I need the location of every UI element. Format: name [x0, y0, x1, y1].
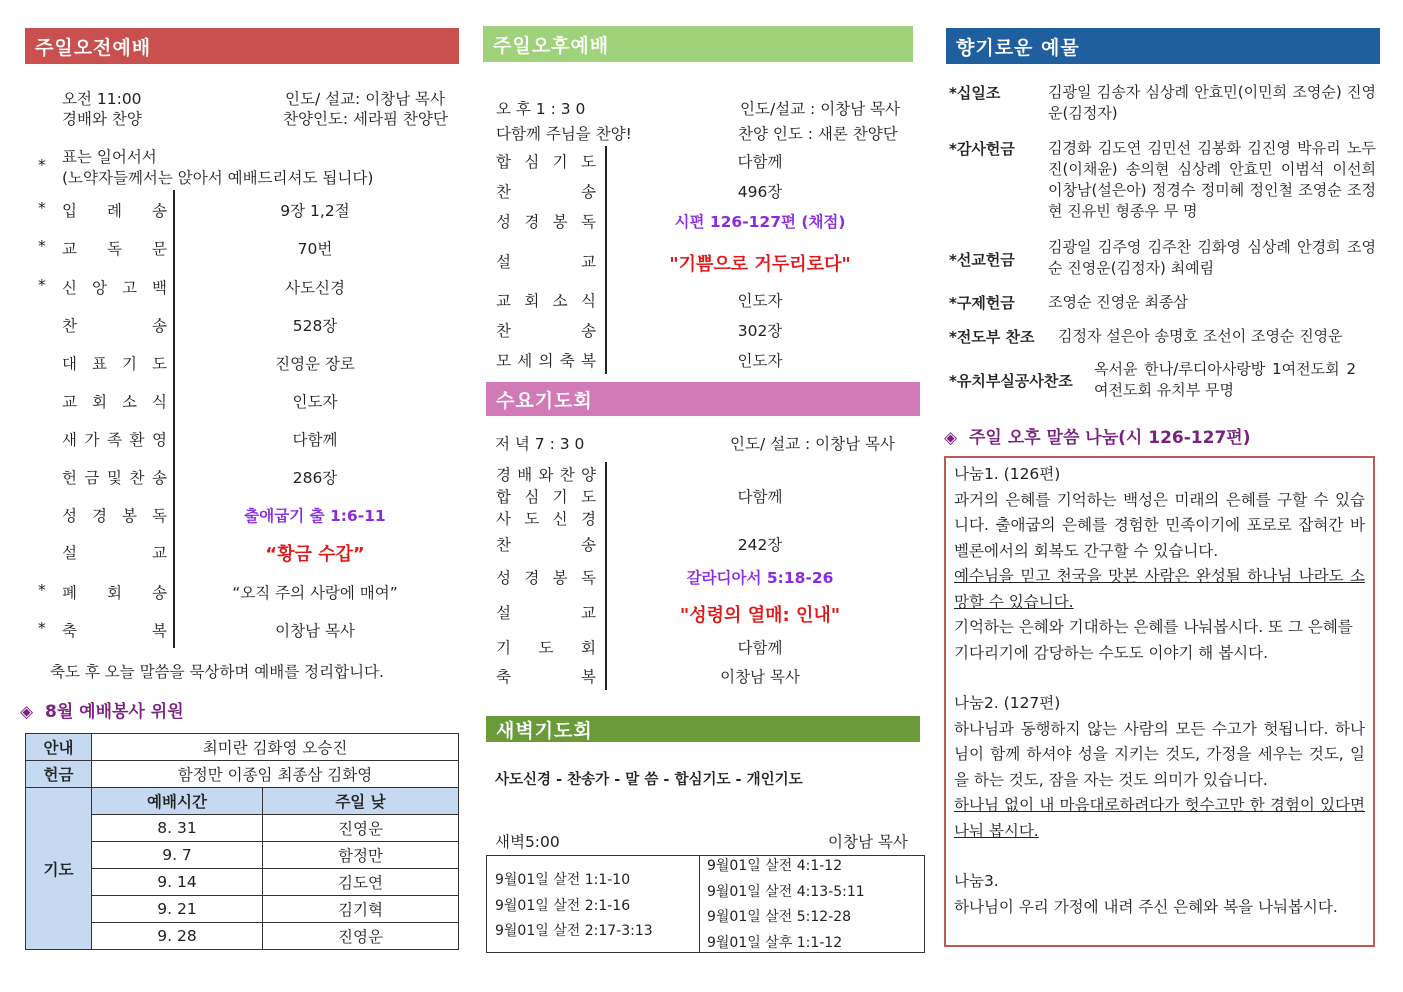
- order-label: 기 도 회: [496, 639, 596, 657]
- order-value: 528장: [292, 317, 338, 335]
- dawn-left-list: [495, 868, 653, 945]
- order-value: 496장: [737, 183, 783, 201]
- order-label: 헌 금 및 찬 송: [62, 469, 167, 487]
- offering-names: 조영순 진영운 최종삼: [1048, 293, 1188, 311]
- afternoon-leader: 인도/설교 : 이창남 목사: [740, 100, 900, 118]
- morning-praise-leader: 찬양인도: 세라핌 찬양단: [283, 110, 448, 128]
- sharing-p1-head: 나눔1. (126편): [954, 465, 1061, 483]
- dawn-reading: 9월01일 살후 1:1-12: [707, 934, 843, 951]
- order-label: 성 경 봉 독: [496, 569, 596, 587]
- dawn-reading: 9월01일 살전 4:1-12: [707, 858, 843, 874]
- order-label: 성 경 봉 독: [496, 213, 596, 231]
- offering-names: 함정만 이종임 최종삼 김화영: [92, 761, 459, 788]
- morning-note2: (노약자들께서는 앉아서 예배드리셔도 됩니다): [62, 169, 374, 187]
- dawn-reading: 9월01일 살전 5:12-28: [707, 909, 852, 925]
- order-label: 설 교: [496, 604, 596, 622]
- required-star: *: [38, 276, 46, 294]
- required-star: *: [38, 237, 46, 255]
- offerings-header: [946, 28, 1380, 64]
- offering-label: 헌금: [26, 761, 92, 788]
- dawn-order: 사도신경 - 찬송가 - 말 씀 - 합심기도 - 개인기도: [495, 772, 803, 788]
- committee-title: 8월 예배봉사 위원: [45, 702, 184, 722]
- order-label: 폐 회 송: [62, 584, 167, 602]
- order-label: 사 도 신 경: [496, 510, 596, 528]
- sharing-p3-text: 하나님이 우리 가정에 내려 주신 은혜와 복을 나눠봅시다.: [954, 897, 1338, 916]
- offering-label: *전도부 찬조: [949, 328, 1035, 346]
- order-value: 사도신경: [285, 279, 345, 297]
- committee-title-row: [20, 697, 184, 722]
- offering-names: 김광일 김주영 김주찬 김화영 심상례 안경희 조영순 진영운(김정자) 최예림: [1048, 238, 1376, 277]
- order-value: 진영운 장로: [275, 355, 355, 373]
- order-value: 인도자: [292, 393, 338, 411]
- order-label: 입 례 송: [62, 202, 167, 220]
- prayer-label: 기도: [26, 788, 92, 950]
- offerings-title: 향기로운 예물: [956, 36, 1080, 59]
- offering-names: 김정자 설은아 송명호 조선이 조영순 진영운: [1058, 327, 1343, 345]
- offering-label: *감사헌금: [949, 140, 1015, 158]
- order-value: “오직 주의 사랑에 매여”: [232, 584, 398, 602]
- order-label: 찬 송: [496, 536, 596, 554]
- order-value: 다함께: [737, 639, 783, 657]
- order-value: 이창남 목사: [720, 668, 800, 686]
- morning-header: [25, 28, 459, 64]
- wednesday-title: 수요기도회: [496, 389, 593, 412]
- required-star: *: [38, 199, 46, 217]
- guide-label: 안내: [26, 734, 92, 761]
- dawn-reading: 9월01일 살전 4:13-5:11: [707, 883, 865, 900]
- sharing-p2-head: 나눔2. (127편): [954, 694, 1061, 712]
- order-label: 모 세 의 축 복: [496, 352, 596, 370]
- sharing-box: [944, 456, 1375, 947]
- required-star: *: [38, 619, 46, 637]
- prayer-date: 8. 31: [92, 815, 263, 842]
- prayer-name: 진영운: [263, 923, 459, 950]
- offering-names: 김광일 김송자 심상례 안효민(이민희 조영순) 진영운(김정자): [1048, 83, 1376, 122]
- order-label: 합 심 기 도: [496, 153, 596, 171]
- col-time: 예배시간: [92, 788, 263, 815]
- required-star: *: [38, 581, 46, 599]
- wednesday-divider: [605, 462, 607, 690]
- prayer-date: 9. 14: [92, 869, 263, 896]
- diamond-icon: ◈: [20, 702, 34, 722]
- morning-title: 주일오전예배: [35, 36, 152, 59]
- order-label: 찬 송: [496, 322, 596, 340]
- dawn-reading: 9월01일 살전 2:17-3:13: [495, 923, 653, 939]
- morning-closing: 축도 후 오늘 말씀을 묵상하며 예배를 정리합니다.: [50, 663, 384, 681]
- afternoon-time: 오 후 1 : 3 0: [496, 100, 586, 118]
- order-label: 대 표 기 도: [62, 355, 167, 373]
- wednesday-leader: 인도/ 설교 : 이창남 목사: [730, 435, 895, 453]
- prayer-name: 김도연: [263, 869, 459, 896]
- order-label: 찬 송: [496, 183, 596, 201]
- morning-sub: 경배와 찬양: [62, 110, 142, 128]
- sharing-p1-text: 과거의 은혜를 기억하는 백성은 미래의 은혜를 구할 수 있습니다. 출애굽의 은혜를 경험한 민족이기에 포로로 잡혀간 바벨론에서의 회복도 간구할 수 있습니다.: [954, 490, 1365, 560]
- order-value: “황금 수갑”: [265, 544, 365, 565]
- committee-table: [25, 733, 459, 950]
- guide-names: 최미란 김화영 오승진: [92, 734, 459, 761]
- sharing-p1-underline: 예수님을 믿고 천국을 맛본 사람은 완성될 하나님 나라도 소망할 수 있습니다.: [954, 567, 1365, 611]
- afternoon-praise: 찬양 인도 : 새론 찬양단: [738, 125, 898, 143]
- order-value: 시편 126-127편 (채점): [674, 213, 846, 231]
- offering-names: 김경화 김도연 김민선 김봉화 김진영 박유리 노두진(이채윤) 송의현 심상례 안효민 이범석 이선희 이창남(설은아) 정경수 정미혜 정인철 조영순 조정현 진유빈 형종우 무 명: [1048, 139, 1376, 220]
- order-label: 새 가 족 환 영: [62, 431, 167, 449]
- sharing-title: 주일 오후 말씀 나눔(시 126-127편): [969, 428, 1251, 448]
- offering-label: *구제헌금: [949, 294, 1015, 312]
- dawn-leader: 이창남 목사: [828, 833, 908, 851]
- order-label: 합 심 기 도: [496, 488, 596, 506]
- order-label: 축 복: [62, 622, 167, 640]
- dawn-reading: 9월01일 살전 1:1-10: [495, 872, 631, 888]
- order-value: 다함께: [737, 488, 783, 506]
- offering-label: *유치부실공사찬조: [949, 372, 1073, 390]
- order-label: 신 앙 고 백: [62, 279, 167, 297]
- prayer-name: 함정만: [263, 842, 459, 869]
- diamond-icon: ◈: [944, 428, 958, 448]
- dawn-reading: 9월01일 살전 2:1-16: [495, 897, 631, 914]
- dawn-time: 새벽5:00: [495, 833, 560, 851]
- offering-names: 옥서윤 한나/루디아사랑방 1여전도회 2여전도회 유치부 무명: [1094, 360, 1356, 399]
- prayer-name: 진영운: [263, 815, 459, 842]
- dawn-header: [486, 716, 920, 742]
- order-label: 찬 송: [62, 317, 167, 335]
- order-value: 70번: [297, 240, 333, 258]
- order-value: 302장: [737, 322, 783, 340]
- wednesday-time: 저 녁 7 : 3 0: [495, 435, 585, 453]
- dawn-schedule-box: [486, 855, 925, 953]
- order-label: 축 복: [496, 668, 596, 686]
- order-value: 인도자: [737, 352, 783, 370]
- sharing-p1-tail: 기억하는 은혜와 기대하는 은혜를 나눠봅시다. 또 그 은혜를 기다리기에 감당하는 수도도 이야기 해 봅시다.: [954, 618, 1353, 662]
- prayer-date: 9. 7: [92, 842, 263, 869]
- offering-label: *십일조: [949, 84, 1001, 102]
- sharing-p3-head: 나눔3.: [954, 872, 999, 890]
- order-label: 교 독 문: [62, 240, 167, 258]
- morning-note1: 표는 일어서서: [62, 148, 157, 166]
- order-value: 286장: [292, 469, 338, 487]
- morning-note-star: *: [38, 156, 46, 174]
- sharing-p2-text: 하나님과 동행하지 않는 사람의 모든 수고가 헛됩니다. 하나님이 함께 하셔야 성을 지키는 것도, 가정을 세우는 것도, 일을 하는 것도, 잠을 자는 것도 의미가 있습니다.: [954, 719, 1365, 789]
- dawn-title: 새벽기도회: [496, 719, 593, 742]
- order-value: 갈라디아서 5:18-26: [686, 569, 834, 587]
- order-label: 설 교: [62, 544, 167, 562]
- order-label: 경 배 와 찬 양: [496, 466, 596, 484]
- order-label: 교 회 소 식: [62, 393, 167, 411]
- order-label: 설 교: [496, 253, 596, 271]
- order-value: 9장 1,2절: [280, 202, 350, 220]
- afternoon-title: 주일오후예배: [493, 34, 610, 57]
- prayer-name: 김기혁: [263, 896, 459, 923]
- order-label: 교 회 소 식: [496, 292, 596, 310]
- order-value: "기쁨으로 거두리로다": [669, 254, 851, 275]
- order-value: "성령의 열매: 인내": [679, 605, 841, 626]
- dawn-schedule-divider: [699, 856, 700, 952]
- order-value: 다함께: [737, 153, 783, 171]
- morning-time: 오전 11:00: [62, 90, 142, 108]
- morning-leader: 인도/ 설교: 이창남 목사: [285, 90, 445, 108]
- sharing-p2-underline: 하나님 없이 내 마음대로하려다가 헛수고만 한 경험이 있다면 나눠 봅시다.: [954, 796, 1365, 840]
- col-day: 주일 낮: [263, 788, 459, 815]
- order-value: 이창남 목사: [275, 622, 355, 640]
- order-label: 성 경 봉 독: [62, 507, 167, 525]
- offering-label: *선교헌금: [949, 251, 1015, 269]
- dawn-right-list: [707, 854, 865, 956]
- order-value: 242장: [737, 536, 783, 554]
- afternoon-sub: 다함께 주님을 찬양!: [496, 125, 632, 143]
- prayer-date: 9. 28: [92, 923, 263, 950]
- order-value: 다함께: [292, 431, 338, 449]
- prayer-date: 9. 21: [92, 896, 263, 923]
- wednesday-header: [486, 382, 920, 416]
- morning-divider: [173, 190, 175, 648]
- afternoon-divider: [605, 146, 607, 374]
- order-value: 인도자: [737, 292, 783, 310]
- afternoon-header: [483, 26, 913, 62]
- sharing-title-row: [944, 423, 1250, 448]
- order-value: 출애굽기 출 1:6-11: [244, 507, 386, 525]
